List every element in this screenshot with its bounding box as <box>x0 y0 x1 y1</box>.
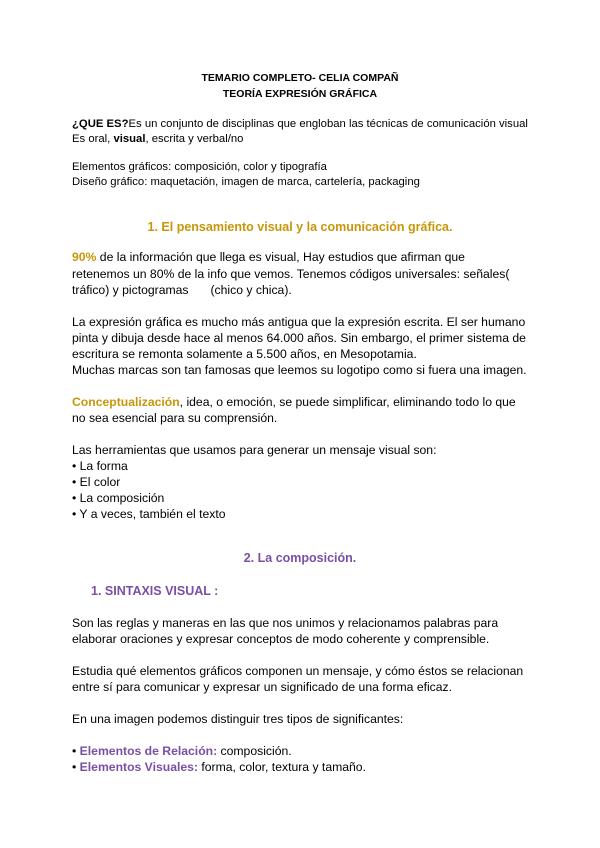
section1-p3-line1-text: , idea, o emoción, se puede simplificar, eliminando todo lo que <box>179 395 516 409</box>
section1-p3-highlight: Conceptualización <box>72 395 180 409</box>
bullet-mark: • <box>72 744 80 758</box>
tool-item: • La composición <box>72 491 165 505</box>
elementos-graficos: Elementos gráficos: composición, color y tipografía <box>72 161 327 173</box>
significante-item <box>72 759 366 775</box>
que-es-text: Es un conjunto de disciplinas que engloban las técnicas de comunicación visual <box>128 118 528 130</box>
section1-heading: 1. El pensamiento visual y la comunicación gráfica. <box>147 220 453 234</box>
que-es-line2-post: , escrita y verbal/no <box>145 133 244 145</box>
que-es-line <box>72 116 528 132</box>
section2-heading: 2. La composición. <box>243 551 357 565</box>
que-es-label: ¿QUE ES? <box>72 118 129 130</box>
section1-p1-line1 <box>72 249 465 265</box>
section1-p2-line3: escritura se remonta solamente a 5.500 años, en Mesopotamia. <box>72 347 417 361</box>
section1-p2-line2: pinta y dibuja desde hace al menos 64.000 años. Sin embargo, el primer sistema de <box>72 331 526 345</box>
section1-p1-line2: retenemos un 80% de la info que vemos. Tenemos códigos universales: señales( <box>72 267 510 281</box>
section1-p2-line4: Muchas marcas son tan famosas que leemos su logotipo como si fuera una imagen. <box>72 363 527 377</box>
section2-p2-line1: Estudia qué elementos gráficos componen un mensaje, y cómo éstos se relacionan <box>72 664 524 678</box>
que-es-line2-bold: visual <box>113 133 146 145</box>
que-es-line2 <box>72 131 243 147</box>
diseno-grafico: Diseño gráfico: maquetación, imagen de marca, cartelería, packaging <box>72 176 420 188</box>
section2-p1-line2: elaborar oraciones y expresar conceptos de modo coherente y comprensible. <box>72 632 490 646</box>
section1-p1-line3 <box>72 282 292 298</box>
section1-p2-line1: La expresión gráfica es mucho más antigua que la expresión escrita. El ser humano <box>72 315 526 329</box>
document-subtitle: TEORÍA EXPRESIÓN GRÁFICA <box>222 88 378 100</box>
significante-label: Elementos de Relación: <box>79 744 218 758</box>
section2-p3: En una imagen podemos distinguir tres tipos de significantes: <box>72 712 404 726</box>
significante-text: forma, color, textura y tamaño. <box>197 760 366 774</box>
tool-item: • El color <box>72 475 121 489</box>
significante-label: Elementos Visuales: <box>79 760 198 774</box>
section2-subheading: 1. SINTAXIS VISUAL : <box>91 584 219 598</box>
section1-p3-line1 <box>72 394 516 410</box>
section1-p1-line3-a: tráfico) y pictogramas <box>72 283 189 297</box>
tools-intro: Las herramientas que usamos para generar un mensaje visual son: <box>72 443 437 457</box>
bullet-mark: • <box>72 760 80 774</box>
significante-text: composición. <box>217 744 292 758</box>
significante-item <box>72 743 292 759</box>
section2-p2-line2: entre sí para comunicar y expresar un significado de una forma eficaz. <box>72 680 453 694</box>
section2-p1-line1: Son las reglas y maneras en las que nos unimos y relacionamos palabras para <box>72 616 499 630</box>
section1-p1-highlight: 90% <box>72 250 97 264</box>
que-es-line2-pre: Es oral, <box>72 133 114 145</box>
section1-p1-line3-b: (chico y chica). <box>210 283 292 297</box>
section1-p3-line2: no sea esencial para su comprensión. <box>72 411 278 425</box>
document-title: TEMARIO COMPLETO- CELIA COMPAÑ <box>201 72 399 84</box>
tool-item: • La forma <box>72 459 128 473</box>
section1-p1-line1-text: de la información que llega es visual, Hay estudios que afirman que <box>96 250 465 264</box>
tool-item: • Y a veces, también el texto <box>72 507 226 521</box>
